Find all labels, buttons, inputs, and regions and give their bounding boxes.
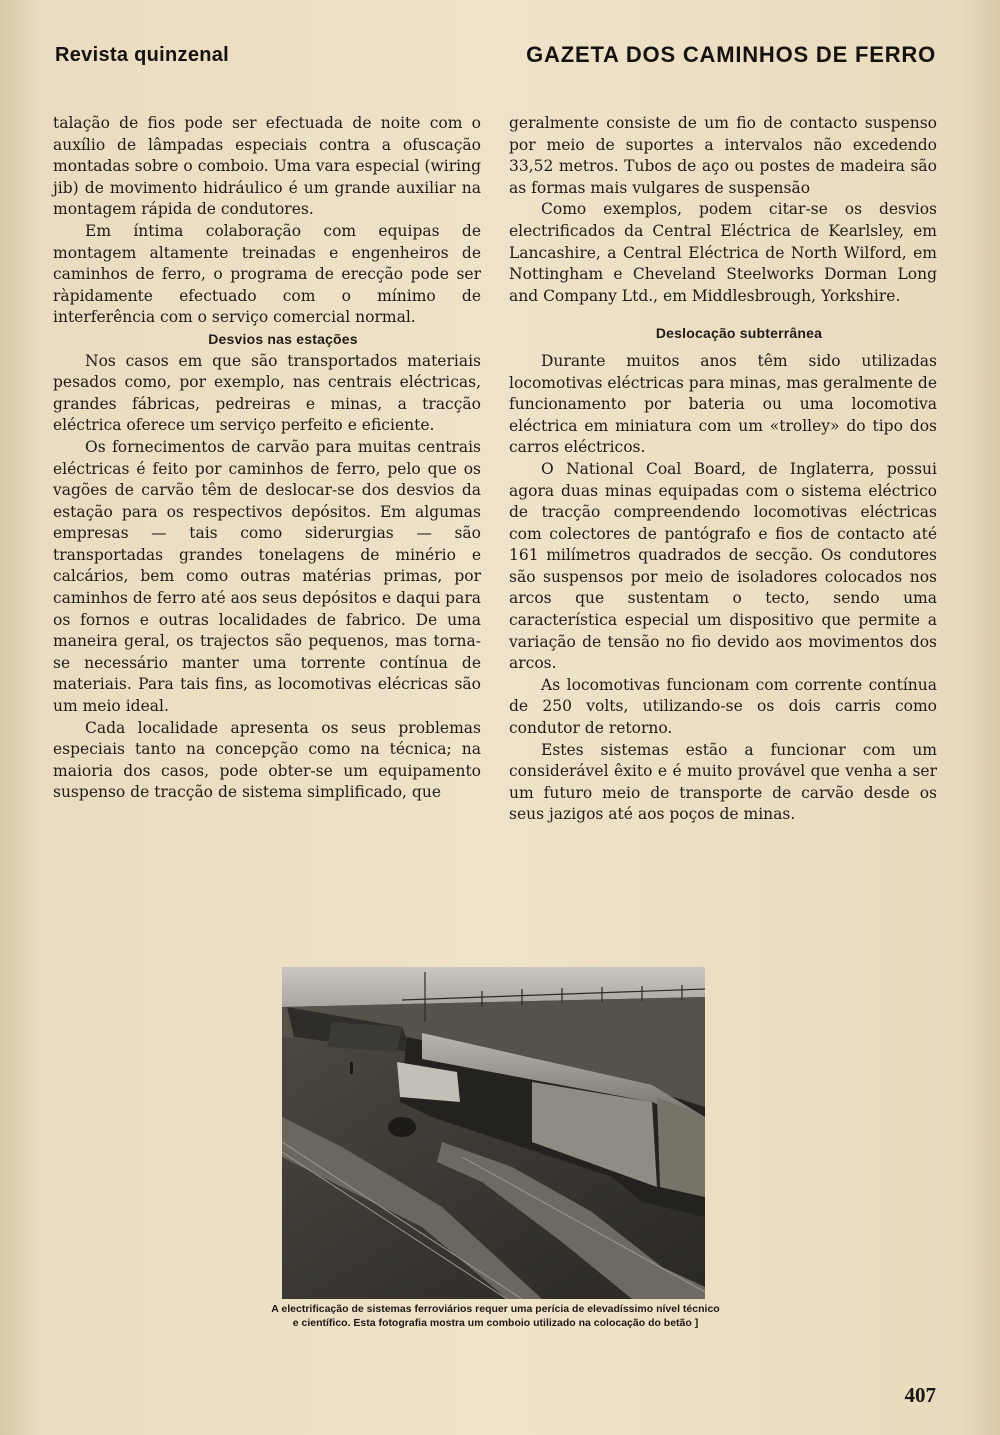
paragraph: Em íntima colaboração com equipas de montagem altamente treinadas e engenheiros de caminhos de ferro, o programa de erecção pode ser ràpidamente efectuado com o mínimo de interferência com o serviço comercial normal. — [53, 221, 481, 327]
right-column — [509, 113, 937, 826]
running-header-left: Revista quinzenal — [55, 44, 230, 66]
paragraph: Estes sistemas estão a funcionar com um considerável êxito e é muito provável que venha a ser um futuro meio de transporte de carvão desde os seus jazigos até aos poços de minas. — [509, 740, 937, 824]
section-title: Deslocação subterrânea — [655, 325, 823, 342]
paragraph: Os fornecimentos de carvão para muitas centrais eléctricas é feito por caminhos de ferro, pelo que os vagões de carvão têm de deslocar-se dos desvios da estação para os respectivos depósitos. Em algumas empresas — tais como siderurgias — são transportadas grandes tonelagens de minério e calcários, bem como outras matérias primas, por caminhos de ferro até aos seus depósitos e daqui para os fornos e outras localidades de fabrico. De uma maneira geral, os trajectos são pequenos, mas torna-se necessário manter uma torrente contínua de materiais. Para tais fins, as locomotivas elécricas são um meio ideal. — [53, 437, 481, 716]
section-title: Desvios nas estações — [208, 330, 358, 347]
paragraph: Nos casos em que são transportados materiais pesados como, por exemplo, nas centrais eléctricas, grandes fábricas, pedreiras e minas, a tracção eléctrica oferece um serviço perfeito e eficiente. — [53, 351, 481, 435]
paragraph: Cada localidade apresenta os seus problemas especiais tanto na concepção como na técnica; na maioria dos casos, pode obter-se um equipamento suspenso de tracção de sistema simplificado, que — [53, 718, 481, 802]
running-header-right: GAZETA DOS CAMINHOS DE FERRO — [526, 42, 936, 67]
paragraph: As locomotivas funcionam com corrente contínua de 250 volts, utilizando-se os dois carris como condutor de retorno. — [509, 675, 937, 738]
left-column — [53, 113, 481, 804]
paragraph: Durante muitos anos têm sido utilizadas locomotivas eléctricas para minas, mas geralmente de funcionamento por bateria ou uma locomotiva eléctrica em miniatura com um «trolley» do tipo dos carros eléctricos. — [509, 351, 938, 457]
train-photograph — [282, 967, 705, 1299]
paragraph: Como exemplos, podem citar-se os desvios electrificados da Central Eléctrica de Kearlsley, em Lancashire, a Central Eléctrica de North Wilford, em Nottingham e Cheveland Steelworks Dorman Long and Company Ltd., em Middlesbrough, Yorkshire. — [509, 200, 937, 305]
figure-caption: A electrificação de sistemas ferroviários requer uma perícia de elevadíssimo nível técnico e científico. Esta fotografia mostra um comboio utilizado na colocação do betão ] — [271, 1303, 720, 1329]
photo-illustration — [282, 967, 705, 1299]
page-number: 407 — [904, 1383, 936, 1407]
paragraph: geralmente consiste de um fio de contacto suspenso por meio de suportes a intervalos não excedendo 33,52 metros. Tubos de aço ou postes de madeira são as formas mais vulgares de suspensão — [509, 114, 937, 197]
paragraph: talação de fios pode ser efectuada de noite com o auxílio de lâmpadas especiais contra a ofuscação montadas sobre o comboio. Uma vara especial (wiring jib) de movimento hidráulico é um grande auxiliar na montagem rápida de condutores. — [53, 114, 481, 219]
paragraph: O National Coal Board, de Inglaterra, possui agora duas minas equipadas com o sistema eléctrico de tracção compreendendo locomotivas eléctricas com colectores de pantógrafo e fios de contacto até 161 milímetros quadrados de secção. Os condutores são suspensos por meio de isoladores colocados nos arcos que sustentam o tecto, sendo uma característica especial um dispositivo que permite a variação de tensão no fio devido aos movimentos dos arcos. — [509, 459, 937, 673]
